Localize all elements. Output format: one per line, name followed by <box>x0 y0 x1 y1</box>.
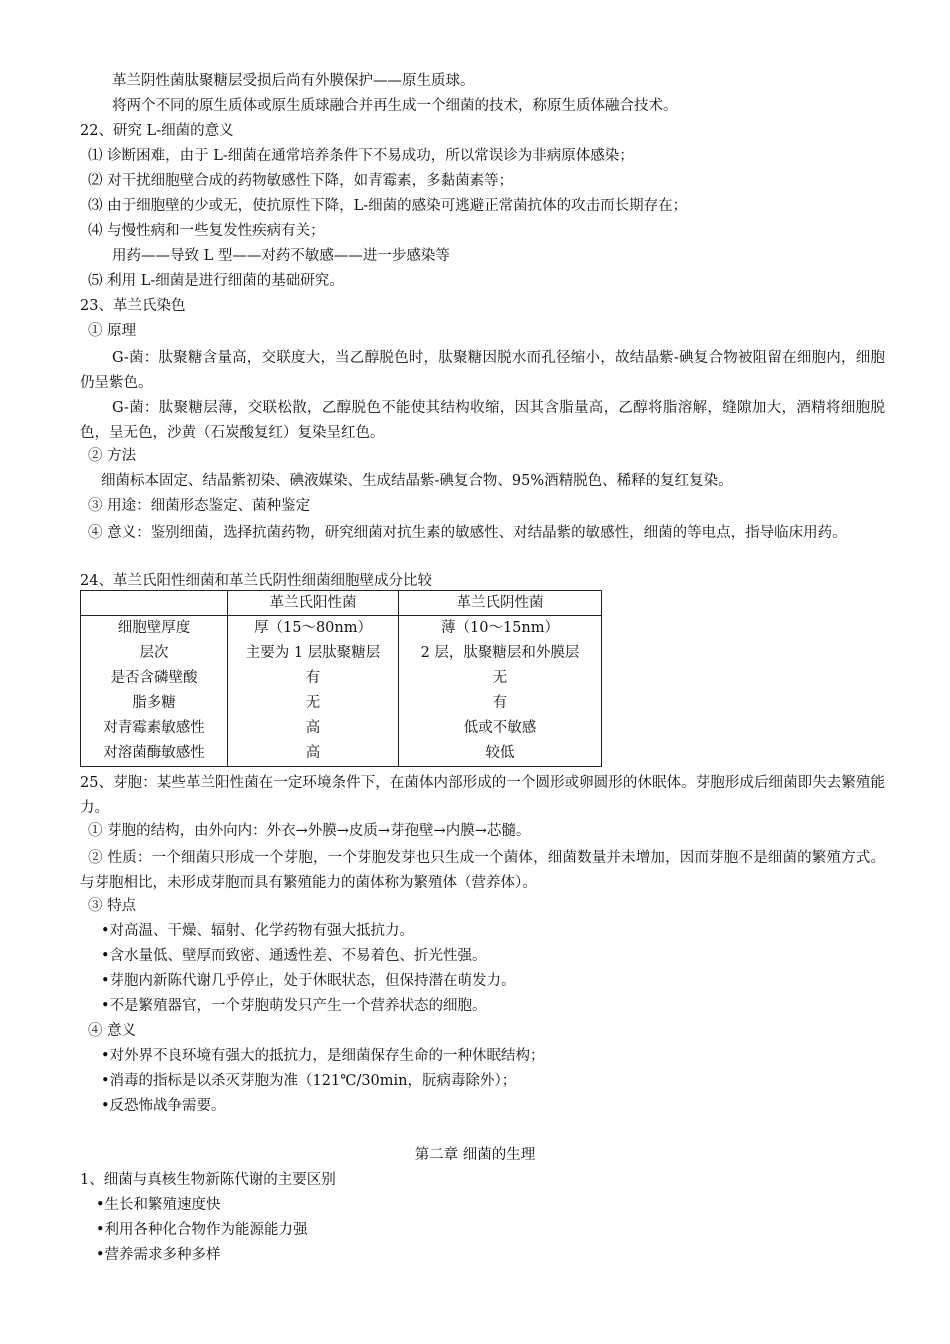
table-row <box>81 641 602 666</box>
spore-property-text: ② 性质：一个细菌只形成一个芽胞，一个芽胞发芽也只生成一个菌体，细菌数量并未增加，因而芽胞不是细菌的繁殖方式。与芽胞相比，未形成芽胞而具有繁殖能力的菌体称为繁殖体（营养体）。 <box>80 850 885 891</box>
list-item-22-4: ⑷ 与慢性病和一些复发性疾病有关； <box>88 223 325 239</box>
table-cell: 薄（10～15nm） <box>399 616 602 642</box>
list-item-22-1: ⑴ 诊断困难，由于 L-细菌在通常培养条件下不易成功，所以常误诊为非病原体感染； <box>88 148 634 164</box>
table-header-cell: 革兰氏阳性菌 <box>228 591 399 616</box>
table-cell: 低或不敏感 <box>399 716 602 741</box>
table-cell: 脂多糖 <box>81 691 228 716</box>
heading-section-24: 24、革兰氏阳性细菌和革兰氏阴性细菌细胞壁成分比较 <box>80 573 432 589</box>
paragraph-protoplast-fusion: 将两个不同的原生质体或原生质球融合并再生成一个细菌的技术，称原生质体融合技术。 <box>112 98 678 114</box>
table-cell: 较低 <box>399 741 602 767</box>
principle-b-text: G-菌：肽聚糖层薄，交联松散，乙醇脱色不能使其结构收缩，因其含脂量高，乙醇将脂溶解，缝隙加大，酒精将细胞脱色，呈无色，沙黄（石炭酸复红）复染呈红色。 <box>80 400 885 441</box>
significance-text: ④ 意义：鉴别细菌，选择抗菌药物，研究细菌对抗生素的敏感性、对结晶紫的敏感性，细菌的等电点，指导临床用药。 <box>88 525 847 541</box>
table-cell: 2 层，肽聚糖层和外膜层 <box>399 641 602 666</box>
table-cell: 无 <box>228 691 399 716</box>
table-cell: 有 <box>399 691 602 716</box>
bullet-item: •消毒的指标是以杀灭芽胞为准（121℃/30min，朊病毒除外）； <box>101 1073 517 1089</box>
table-header-cell: 革兰氏阴性菌 <box>399 591 602 616</box>
table-cell: 有 <box>228 666 399 691</box>
subheading-method: ② 方法 <box>88 448 137 464</box>
principle-a-text: G-菌：肽聚糖含量高，交联度大，当乙醇脱色时，肽聚糖因脱水而孔径缩小，故结晶紫-碘复合物被阻留在细胞内，细胞仍呈紫色。 <box>80 350 885 391</box>
table-row <box>81 691 602 716</box>
table-cell: 层次 <box>81 641 228 666</box>
paragraph-principle-b <box>80 396 885 446</box>
heading-section-23: 23、革兰氏染色 <box>80 298 186 314</box>
bullet-item: •利用各种化合物作为能源能力强 <box>96 1222 308 1238</box>
subheading-principle: ① 原理 <box>88 323 137 339</box>
table-cell: 主要为 1 层肽聚糖层 <box>228 641 399 666</box>
table-cell: 厚（15～80nm） <box>228 616 399 642</box>
table-header-cell <box>81 591 228 616</box>
table-header-row <box>81 591 602 616</box>
table-cell: 高 <box>228 716 399 741</box>
table-row <box>81 616 602 642</box>
list-item-22-4-detail: 用药——导致 L 型——对药不敏感——进一步感染等 <box>112 248 450 264</box>
bullet-item: •对高温、干燥、辐射、化学药物有强大抵抗力。 <box>101 923 415 939</box>
table-row <box>81 666 602 691</box>
bullet-item: •含水量低、壁厚而致密、通透性差、不易着色、折光性强。 <box>101 948 487 964</box>
bullet-item: •营养需求多种多样 <box>96 1247 221 1263</box>
paragraph-principle-a <box>80 346 885 396</box>
chapter-title: 第二章 细菌的生理 <box>414 1147 536 1163</box>
list-item-22-3: ⑶ 由于细胞壁的少或无，使抗原性下降，L-细菌的感染可逃避正常菌抗体的攻击而长期存在； <box>88 198 688 214</box>
paragraph-spore-definition: 25、芽胞：某些革兰阳性菌在一定环境条件下，在菌体内部形成的一个圆形或卵圆形的休眠体。芽胞形成后细菌即失去繁殖能力。 <box>80 775 885 816</box>
bullet-item: •对外界不良环境有强大的抵抗力，是细菌保存生命的一种休眠结构； <box>101 1048 545 1064</box>
list-item-spore-structure: ① 芽胞的结构，由外向内：外衣→外膜→皮质→芽孢壁→内膜→芯髓。 <box>88 823 531 839</box>
paragraph-protoplast-sphere: 革兰阴性菌肽聚糖层受损后尚有外膜保护——原生质球。 <box>112 73 475 89</box>
table-row <box>81 716 602 741</box>
table-cell: 高 <box>228 741 399 767</box>
paragraph-method: 细菌标本固定、结晶紫初染、碘液媒染、生成结晶紫-碘复合物、95%酒精脱色、稀释的复红复染。 <box>101 473 733 489</box>
heading-chapter2-section-1: 1、细菌与真核生物新陈代谢的主要区别 <box>80 1172 336 1188</box>
cell-wall-comparison-table <box>80 590 602 767</box>
list-item-22-2: ⑵ 对干扰细胞壁合成的药物敏感性下降，如青霉素，多黏菌素等； <box>88 173 514 189</box>
table-cell: 对青霉素敏感性 <box>81 716 228 741</box>
list-item-22-5: ⑸ 利用 L-细菌是进行细菌的基础研究。 <box>88 273 344 289</box>
table-row <box>81 741 602 767</box>
subheading-spore-significance: ④ 意义 <box>88 1023 137 1039</box>
subheading-spore-features: ③ 特点 <box>88 898 137 914</box>
paragraph-usage: ③ 用途：细菌形态鉴定、菌种鉴定 <box>88 498 311 514</box>
paragraph-spore-property <box>80 846 885 896</box>
bullet-item: •生长和繁殖速度快 <box>96 1197 221 1213</box>
table-cell: 是否含磷壁酸 <box>81 666 228 691</box>
table-cell: 细胞壁厚度 <box>81 616 228 642</box>
bullet-item: •反恐怖战争需要。 <box>101 1098 226 1114</box>
bullet-item: •芽胞内新陈代谢几乎停止，处于休眠状态，但保持潜在萌发力。 <box>101 973 516 989</box>
paragraph-significance <box>80 521 885 546</box>
table-cell: 对溶菌酶敏感性 <box>81 741 228 767</box>
heading-section-22: 22、研究 L-细菌的意义 <box>80 123 234 139</box>
bullet-item: •不是繁殖器官，一个芽胞萌发只产生一个营养状态的细胞。 <box>101 998 487 1014</box>
table-cell: 无 <box>399 666 602 691</box>
